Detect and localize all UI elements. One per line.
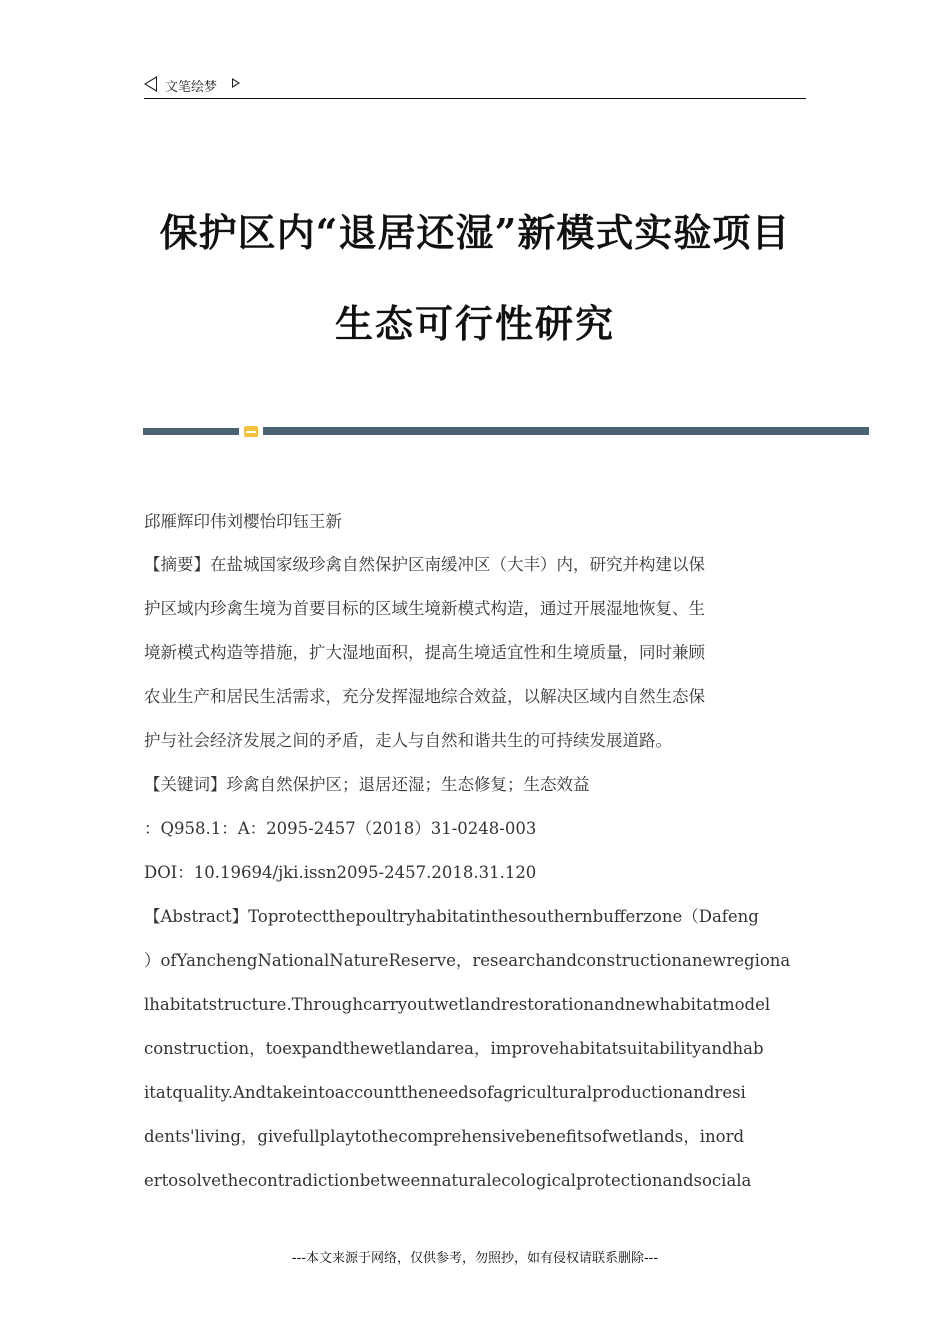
abstract-en-line: ）ofYanchengNationalNatureReserve，researchandconstructionanewregiona — [144, 951, 791, 970]
abstract-cn-line: 农业生产和居民生活需求，充分发挥湿地综合效益，以解决区域内自然生态保 — [144, 687, 705, 706]
abstract-cn-line: 护与社会经济发展之间的矛盾，走人与自然和谐共生的可持续发展道路。 — [144, 731, 672, 750]
abstract-en-line: 【Abstract】Toprotectthepoultryhabitatinthesouthernbufferzone（Dafeng — [144, 907, 759, 926]
doi: DOI：10.19694/jki.issn2095-2457.2018.31.120 — [144, 863, 537, 882]
header-brand: 文笔绘梦 — [165, 80, 218, 95]
classification-number: ：Q958.1：A：2095-2457（2018）31-0248-003 — [144, 819, 537, 838]
abstract-en-line: lhabitatstructure.Throughcarryoutwetlandrestorationandnewhabitatmodel — [144, 995, 771, 1014]
footer-notice: ---本文来源于网络，仅供参考，勿照抄，如有侵权请联系删除--- — [291, 1251, 659, 1266]
keywords: 【关键词】珍禽自然保护区；退居还湿；生态修复；生态效益 — [144, 775, 590, 794]
left-triangle-icon — [144, 76, 157, 92]
abstract-en-line: construction，toexpandthewetlandarea，improvehabitatsuitabilityandhab — [144, 1039, 764, 1058]
envelope-icon — [244, 426, 258, 437]
right-triangle-icon — [232, 78, 240, 88]
abstract-en-line: dents'living，givefullplaytothecomprehensivebenefitsofwetlands，inord — [144, 1127, 745, 1146]
page-header — [144, 72, 806, 99]
divider-bar-right — [263, 427, 869, 435]
abstract-cn-line: 境新模式构造等措施，扩大湿地面积，提高生境适宜性和生境质量，同时兼顾 — [144, 643, 705, 662]
title-divider — [143, 426, 869, 438]
abstract-en-line: ertosolvethecontradictionbetweennaturalecologicalprotectionandsociala — [144, 1171, 752, 1190]
title-line-1: 保护区内“退居还湿”新模式实验项目 — [159, 210, 791, 255]
authors: 邱雁辉印伟刘樱怡印钰王新 — [144, 512, 342, 531]
abstract-en-line: itatquality.Andtakeintoaccounttheneedsofagriculturalproductionandresi — [144, 1083, 746, 1102]
divider-bar-left — [143, 428, 239, 435]
title-line-2: 生态可行性研究 — [334, 301, 615, 346]
abstract-cn-line: 护区域内珍禽生境为首要目标的区域生境新模式构造，通过开展湿地恢复、生 — [144, 599, 705, 618]
abstract-cn-line: 【摘要】在盐城国家级珍禽自然保护区南缓冲区（大丰）内，研究并构建以保 — [144, 555, 705, 574]
